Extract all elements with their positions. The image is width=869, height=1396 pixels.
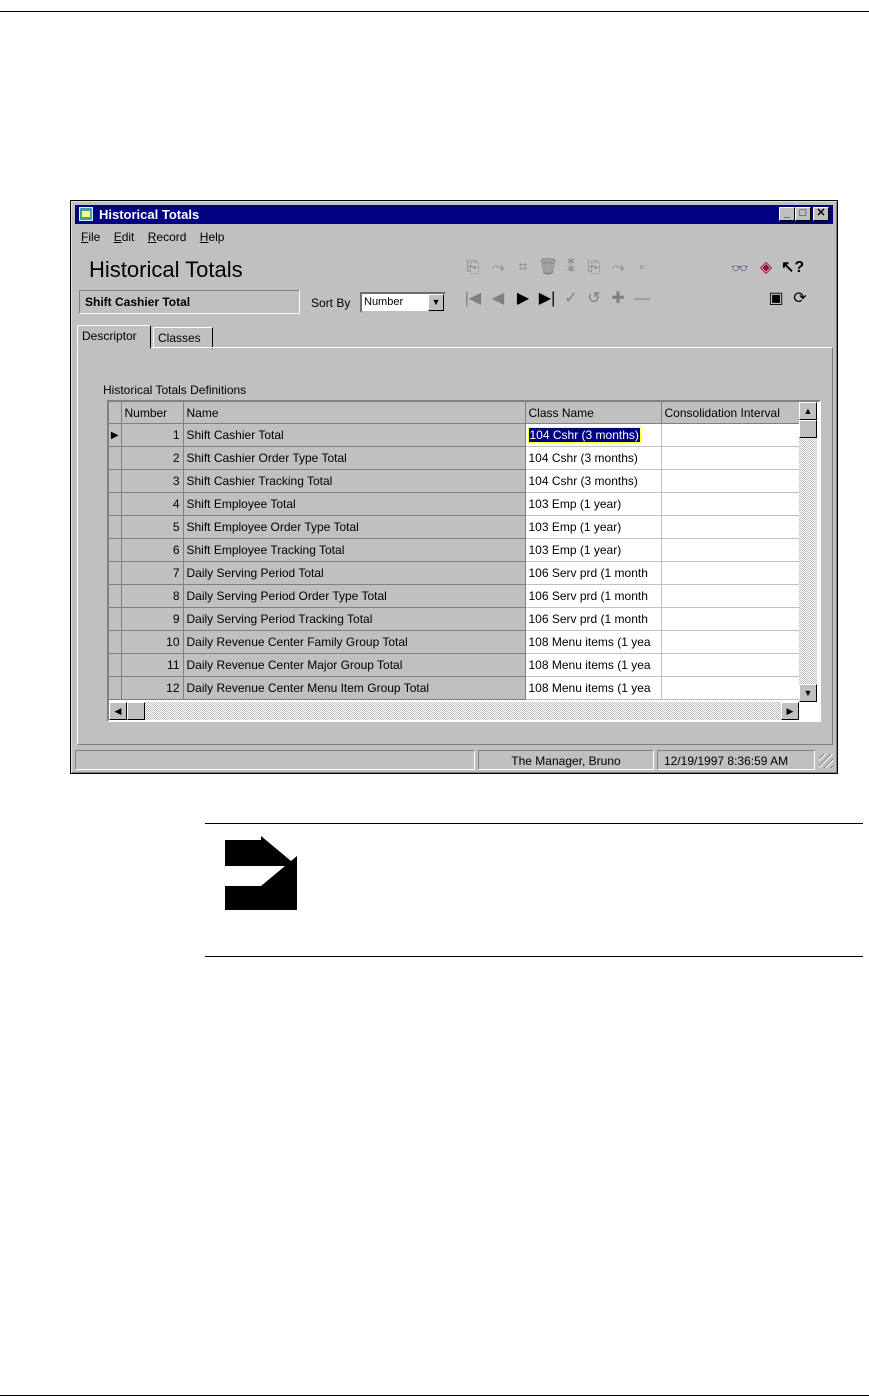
first-record-icon[interactable]: |◀ xyxy=(464,290,482,307)
column-header-consolidation-interval[interactable]: Consolidation Interval xyxy=(661,402,801,424)
table-row[interactable] xyxy=(109,516,801,539)
scroll-up-button[interactable]: ▲ xyxy=(799,402,817,420)
row-indicator[interactable] xyxy=(109,631,121,654)
title-bar[interactable] xyxy=(75,205,833,224)
cell-class-name[interactable]: 106 Serv prd (1 month xyxy=(525,608,661,631)
row-indicator[interactable] xyxy=(109,585,121,608)
page-top-rule xyxy=(0,11,869,12)
vertical-scrollbar[interactable] xyxy=(799,402,817,702)
cell-number[interactable]: 4 xyxy=(121,493,183,516)
grid-label: Historical Totals Definitions xyxy=(103,383,247,397)
cell-class-name[interactable]: 103 Emp (1 year) xyxy=(525,516,661,539)
column-header-number[interactable]: Number xyxy=(121,402,183,424)
cell-consolidation-interval[interactable] xyxy=(661,447,801,470)
grid-header-row xyxy=(109,402,801,424)
cell-number[interactable]: 8 xyxy=(121,585,183,608)
scroll-right-button[interactable]: ▶ xyxy=(781,702,799,720)
tab-descriptor[interactable] xyxy=(77,325,151,349)
table-row[interactable] xyxy=(109,585,801,608)
cell-name[interactable]: Daily Revenue Center Menu Item Group Total xyxy=(183,677,525,700)
cell-consolidation-interval[interactable] xyxy=(661,677,801,700)
table-row[interactable] xyxy=(109,424,801,447)
cell-class-name[interactable] xyxy=(525,424,661,447)
close-button[interactable]: ✕ xyxy=(813,207,829,221)
next-record-icon[interactable]: ▶ xyxy=(516,290,530,307)
grid-corner xyxy=(109,402,121,424)
cell-class-name[interactable]: 104 Cshr (3 months) xyxy=(525,470,661,493)
maximize-button[interactable]: □ xyxy=(795,207,811,221)
note-arrow-icon xyxy=(225,836,297,910)
cell-name[interactable]: Daily Serving Period Order Type Total xyxy=(183,585,525,608)
scroll-down-button[interactable]: ▼ xyxy=(799,684,817,702)
table-row[interactable] xyxy=(109,447,801,470)
cell-number[interactable]: 10 xyxy=(121,631,183,654)
save-check-icon[interactable]: ✓ xyxy=(564,290,578,307)
cell-consolidation-interval[interactable] xyxy=(661,470,801,493)
current-record-field: Shift Cashier Total xyxy=(79,290,300,314)
binoculars-icon[interactable]: 👓 xyxy=(731,260,749,276)
cell-consolidation-interval[interactable] xyxy=(661,516,801,539)
cell-class-name[interactable]: 108 Menu items (1 yea xyxy=(525,654,661,677)
sort-by-value: Number xyxy=(364,296,404,308)
cell-number[interactable]: 1 xyxy=(121,424,183,447)
last-record-icon[interactable]: ▶| xyxy=(538,290,556,307)
note-bottom-rule xyxy=(205,956,863,957)
cell-name[interactable]: Shift Employee Order Type Total xyxy=(183,516,525,539)
minimize-button[interactable]: _ xyxy=(779,207,795,221)
cell-class-name[interactable]: 103 Emp (1 year) xyxy=(525,493,661,516)
row-indicator[interactable] xyxy=(109,539,121,562)
row-indicator[interactable] xyxy=(109,654,121,677)
resize-grip-icon[interactable] xyxy=(819,754,833,768)
form-title: Historical Totals xyxy=(89,257,243,282)
cell-class-name[interactable]: 106 Serv prd (1 month xyxy=(525,562,661,585)
menu-file[interactable]: File xyxy=(81,230,101,244)
sort-by-select[interactable] xyxy=(360,292,446,313)
delete-trash-icon[interactable]: 🗑 xyxy=(538,259,559,276)
cell-name[interactable]: Shift Employee Tracking Total xyxy=(183,539,525,562)
table-row[interactable] xyxy=(109,677,801,700)
row-indicator[interactable] xyxy=(109,470,121,493)
cell-name[interactable]: Shift Cashier Total xyxy=(183,424,525,447)
cell-class-name[interactable]: 103 Emp (1 year) xyxy=(525,539,661,562)
sort-by-label: Sort By xyxy=(311,296,351,310)
app-icon[interactable] xyxy=(79,207,93,221)
copy-record-icon[interactable]: ⤳ xyxy=(491,259,505,276)
row-indicator[interactable] xyxy=(109,562,121,585)
row-indicator[interactable] xyxy=(109,516,121,539)
cell-name[interactable]: Daily Serving Period Total xyxy=(183,562,525,585)
cell-class-name[interactable]: 108 Menu items (1 yea xyxy=(525,677,661,700)
cell-class-name[interactable]: 104 Cshr (3 months) xyxy=(525,447,661,470)
add-record-icon[interactable]: ✚ xyxy=(611,290,625,307)
cut-record-icon[interactable]: ⎘ xyxy=(466,259,480,276)
window-title: Historical Totals xyxy=(99,207,200,222)
status-datetime: 12/19/1997 8:36:59 AM xyxy=(657,750,815,770)
table-row[interactable] xyxy=(109,631,801,654)
status-user: The Manager, Bruno xyxy=(478,750,654,770)
row-indicator[interactable] xyxy=(109,608,121,631)
cell-consolidation-interval[interactable] xyxy=(661,608,801,631)
tab-descriptor-label: Descriptor xyxy=(82,329,137,343)
chevron-down-icon[interactable]: ▼ xyxy=(428,294,444,311)
cell-name[interactable]: Shift Employee Total xyxy=(183,493,525,516)
copy-down-icon[interactable]: ⤳ xyxy=(611,259,625,276)
table-row[interactable] xyxy=(109,493,801,516)
cell-number[interactable]: 5 xyxy=(121,516,183,539)
previous-record-icon[interactable]: ◀ xyxy=(491,290,505,307)
help-pointer-icon[interactable]: ↖? xyxy=(781,259,805,276)
cell-name[interactable]: Shift Cashier Order Type Total xyxy=(183,447,525,470)
tab-classes[interactable] xyxy=(153,327,213,349)
tab-classes-label: Classes xyxy=(158,331,201,345)
note-top-rule xyxy=(205,823,863,824)
status-pane-message xyxy=(75,750,475,770)
form-view-icon[interactable]: ▣ xyxy=(768,290,784,307)
refresh-icon[interactable]: ⟳ xyxy=(793,290,807,307)
remove-record-icon[interactable]: — xyxy=(634,290,650,307)
new-blank-icon[interactable]: ⁑ xyxy=(567,259,575,276)
cell-name[interactable]: Shift Cashier Tracking Total xyxy=(183,470,525,493)
cell-number[interactable]: 9 xyxy=(121,608,183,631)
row-indicator[interactable]: ▶ xyxy=(109,424,121,447)
cell-consolidation-interval[interactable] xyxy=(661,585,801,608)
cell-consolidation-interval[interactable] xyxy=(661,654,801,677)
menu-bar xyxy=(81,230,234,248)
cell-number[interactable]: 11 xyxy=(121,654,183,677)
scroll-left-button[interactable]: ◀ xyxy=(109,702,127,720)
column-header-name[interactable]: Name xyxy=(183,402,525,424)
undo-icon[interactable]: ↺ xyxy=(587,290,601,307)
historical-totals-window xyxy=(70,200,838,774)
insert-record-icon[interactable]: ⎘ xyxy=(587,259,601,276)
cell-consolidation-interval[interactable] xyxy=(661,562,801,585)
cell-consolidation-interval[interactable] xyxy=(661,424,801,447)
book-icon[interactable]: ◈ xyxy=(759,259,773,276)
table-row[interactable] xyxy=(109,539,801,562)
menu-record[interactable]: Record xyxy=(147,230,187,244)
table-row[interactable] xyxy=(109,654,801,677)
vertical-scroll-track[interactable] xyxy=(799,402,817,702)
magic-icon[interactable]: ◦ xyxy=(639,259,645,276)
cell-number[interactable]: 2 xyxy=(121,447,183,470)
cell-number[interactable]: 12 xyxy=(121,677,183,700)
definitions-grid[interactable] xyxy=(107,400,821,722)
horizontal-scrollbar[interactable] xyxy=(109,702,799,720)
selected-cell-text: 104 Cshr (3 months) xyxy=(529,428,639,442)
cell-number[interactable]: 6 xyxy=(121,539,183,562)
cell-consolidation-interval[interactable] xyxy=(661,631,801,654)
menu-help[interactable]: Help xyxy=(199,230,225,244)
paste-record-icon[interactable]: ⌗ xyxy=(518,259,528,276)
cell-number[interactable]: 7 xyxy=(121,562,183,585)
row-indicator[interactable] xyxy=(109,447,121,470)
table-row[interactable] xyxy=(109,470,801,493)
cell-name[interactable]: Daily Serving Period Tracking Total xyxy=(183,608,525,631)
menu-edit[interactable]: Edit xyxy=(113,230,135,244)
row-indicator[interactable] xyxy=(109,493,121,516)
cell-consolidation-interval[interactable] xyxy=(661,539,801,562)
cell-class-name[interactable]: 108 Menu items (1 yea xyxy=(525,631,661,654)
cell-consolidation-interval[interactable] xyxy=(661,493,801,516)
vertical-scroll-thumb[interactable] xyxy=(799,420,817,438)
horizontal-scroll-thumb[interactable] xyxy=(127,702,145,720)
cell-number[interactable]: 3 xyxy=(121,470,183,493)
row-indicator[interactable] xyxy=(109,677,121,700)
table-row[interactable] xyxy=(109,608,801,631)
column-header-class-name[interactable]: Class Name xyxy=(525,402,661,424)
table-row[interactable] xyxy=(109,562,801,585)
cell-class-name[interactable]: 106 Serv prd (1 month xyxy=(525,585,661,608)
cell-name[interactable]: Daily Revenue Center Family Group Total xyxy=(183,631,525,654)
cell-name[interactable]: Daily Revenue Center Major Group Total xyxy=(183,654,525,677)
